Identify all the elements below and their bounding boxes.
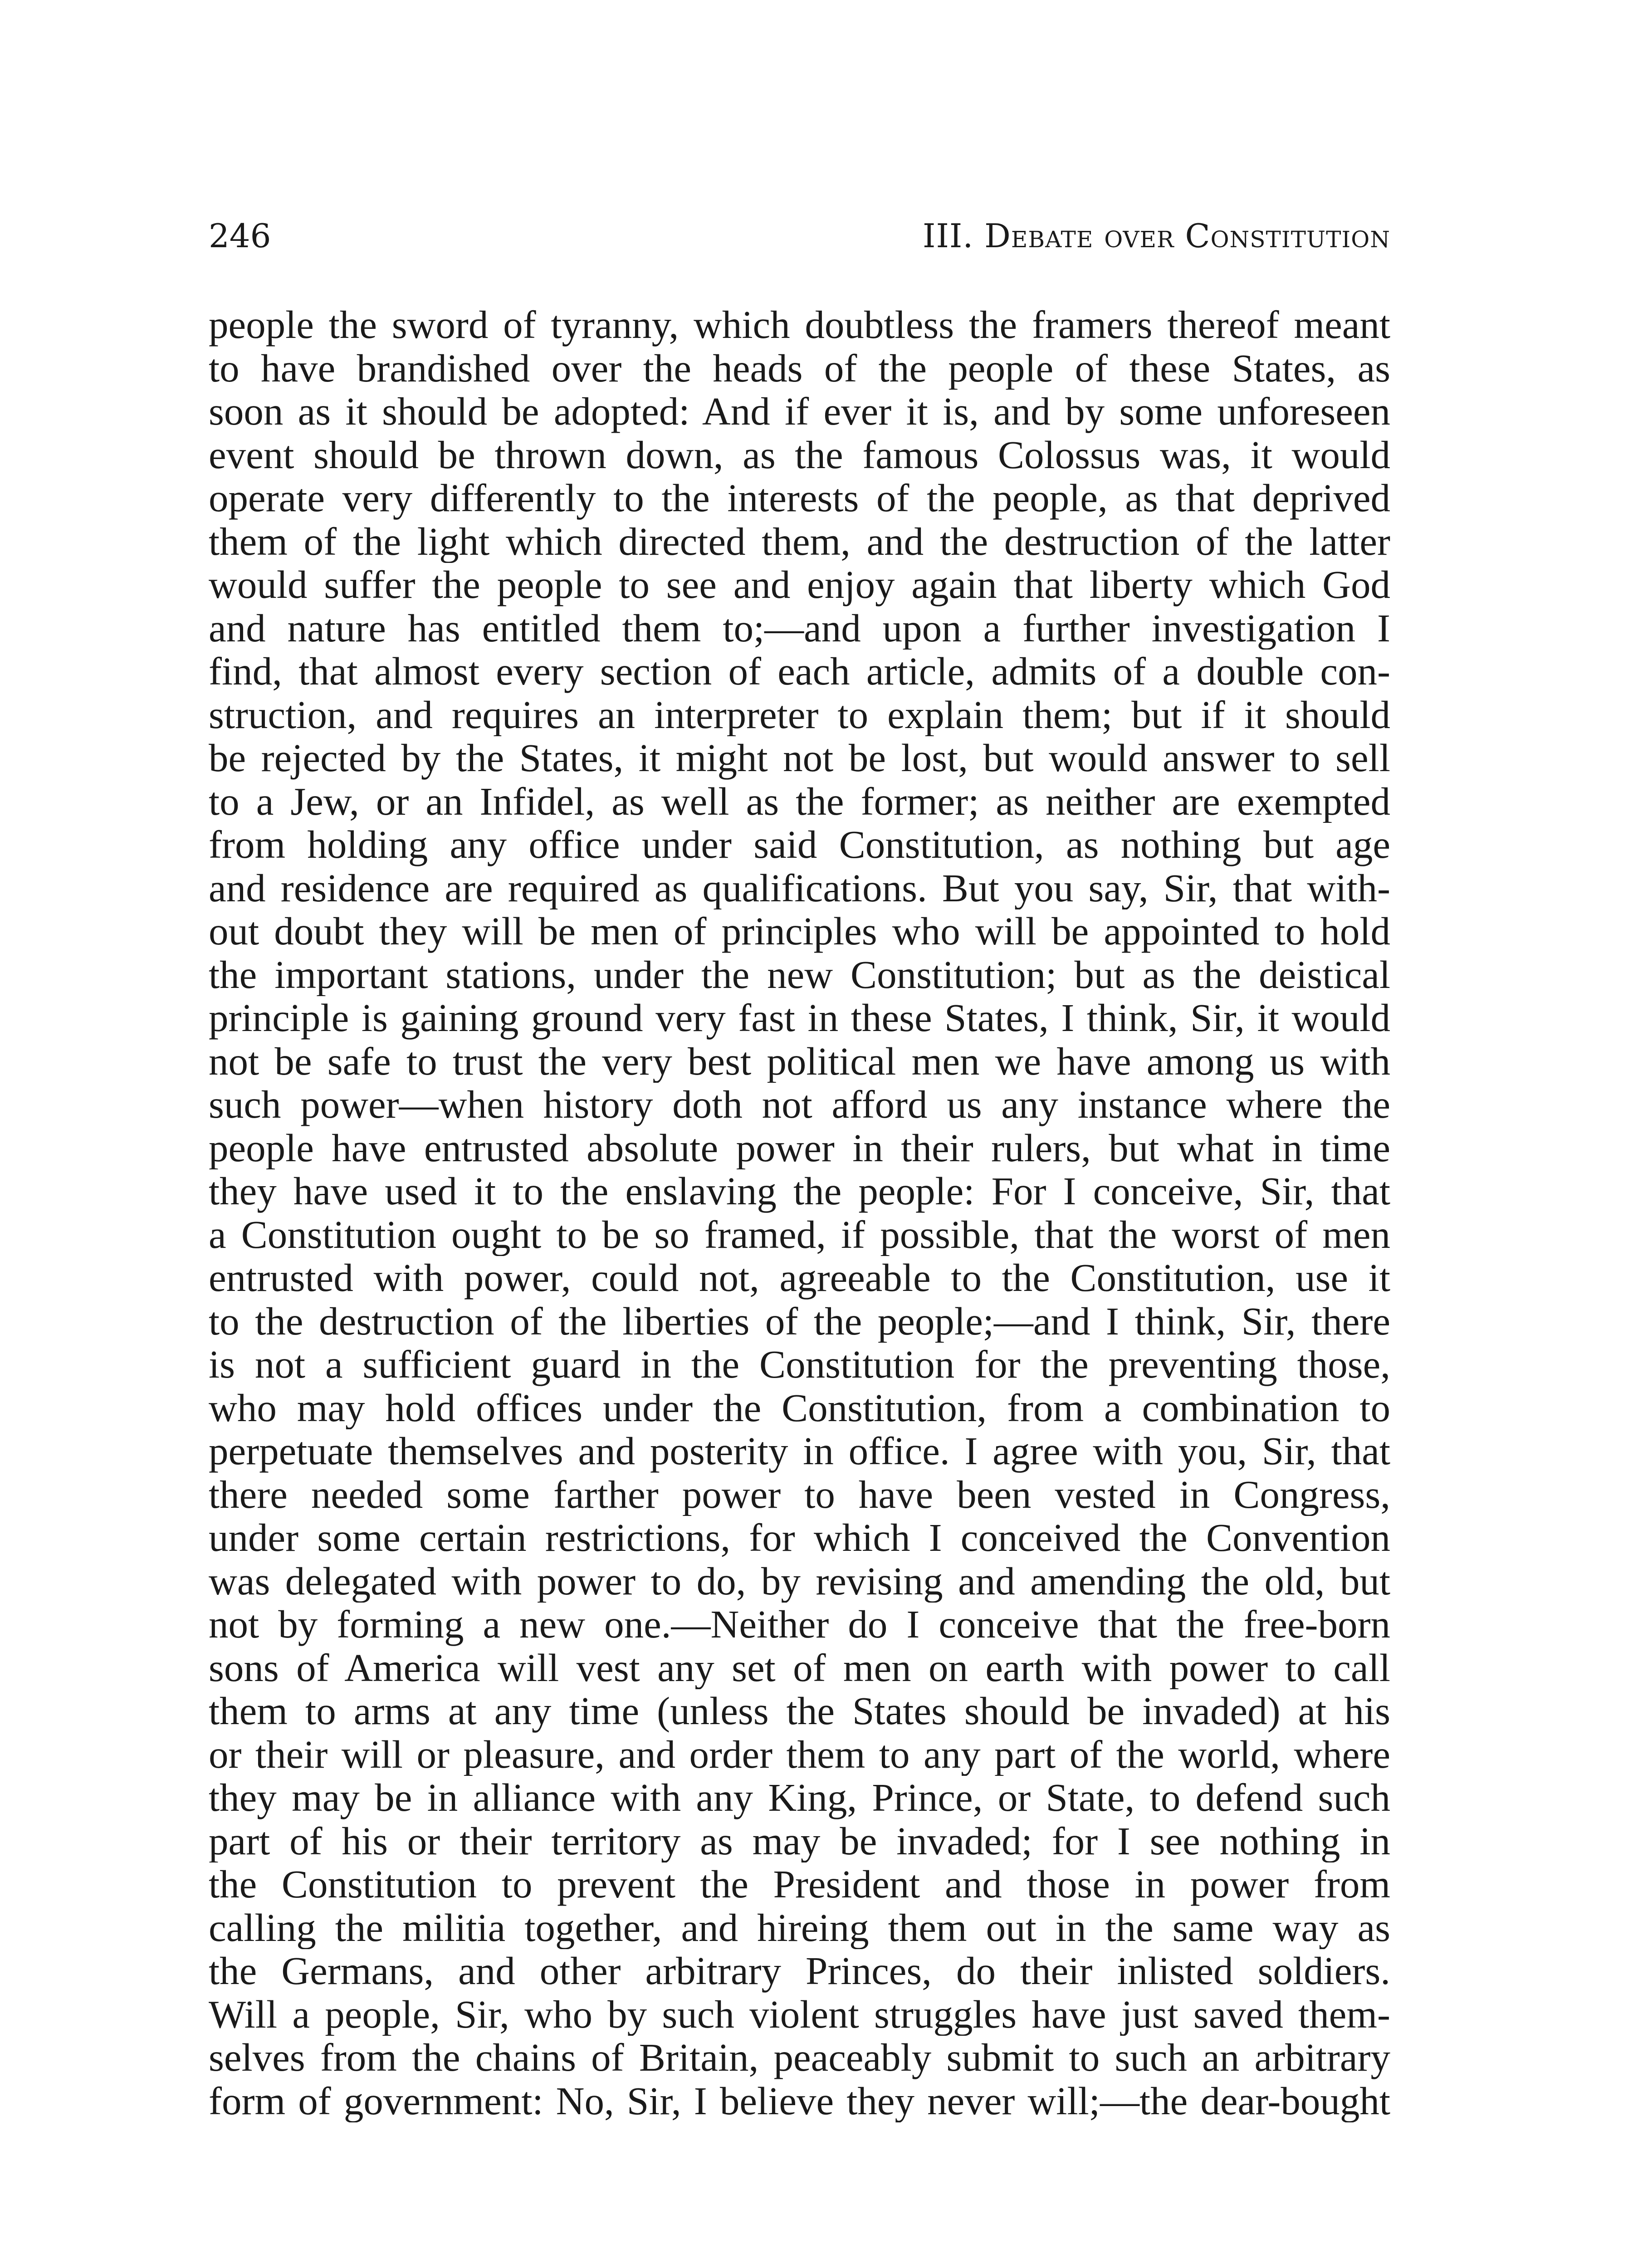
text-line: Will a people, Sir, who by such violent struggles have just saved them- (209, 1992, 1390, 2036)
page-number: 246 (209, 217, 271, 255)
text-line: to the destruction of the liberties of the people;—and I think, Sir, there (209, 1299, 1390, 1343)
text-line: and residence are required as qualifications. But you say, Sir, that with- (209, 866, 1390, 909)
text-line: part of his or their territory as may be invaded; for I see nothing in (209, 1819, 1390, 1862)
text-line: them of the light which directed them, and the destruction of the latter (209, 519, 1390, 563)
text-line: struction, and requires an interpreter to explain them; but if it should (209, 693, 1390, 736)
text-line: people the sword of tyranny, which doubtless the framers thereof meant (209, 303, 1390, 347)
text-line: not be safe to trust the very best political men we have among us with (209, 1039, 1390, 1083)
text-line: such power—when history doth not afford us any instance where the (209, 1083, 1390, 1126)
text-line: selves from the chains of Britain, peaceably submit to such an arbitrary (209, 2036, 1390, 2079)
text-line: soon as it should be adopted: And if ever it is, and by some unforeseen (209, 390, 1390, 433)
text-line: not by forming a new one.—Neither do I conceive that the free-born (209, 1603, 1390, 1646)
text-line: there needed some farther power to have been vested in Congress, (209, 1472, 1390, 1516)
text-line: the important stations, under the new Constitution; but as the deistical (209, 953, 1390, 996)
text-line: a Constitution ought to be so framed, if possible, that the worst of men (209, 1212, 1390, 1256)
text-line: calling the militia together, and hireing them out in the same way as (209, 1906, 1390, 1949)
text-line: was delegated with power to do, by revising and amending the old, but (209, 1559, 1390, 1603)
text-line: would suffer the people to see and enjoy again that liberty which God (209, 563, 1390, 606)
text-line: the Germans, and other arbitrary Princes, do their inlisted soldiers. (209, 1949, 1390, 1993)
text-line: find, that almost every section of each article, admits of a double con- (209, 650, 1390, 693)
text-line: they have used it to the enslaving the people: For I conceive, Sir, that (209, 1169, 1390, 1213)
text-line: under some certain restrictions, for which I conceived the Convention (209, 1516, 1390, 1559)
body-text (209, 303, 1390, 2122)
text-line: principle is gaining ground very fast in these States, I think, Sir, it would (209, 996, 1390, 1040)
text-line: the Constitution to prevent the President and those in power from (209, 1862, 1390, 1906)
text-line: who may hold offices under the Constitution, from a combination to (209, 1386, 1390, 1429)
text-line: event should be thrown down, as the famous Colossus was, it would (209, 433, 1390, 476)
text-line: them to arms at any time (unless the States should be invaded) at his (209, 1689, 1390, 1733)
text-line: out doubt they will be men of principles who will be appointed to hold (209, 909, 1390, 953)
text-line: is not a sufficient guard in the Constitution for the preventing those, (209, 1343, 1390, 1386)
text-line: form of government: No, Sir, I believe they never will;—the dear-bought (209, 2079, 1390, 2122)
text-line: perpetuate themselves and posterity in office. I agree with you, Sir, that (209, 1429, 1390, 1473)
text-line: be rejected by the States, it might not be lost, but would answer to sell (209, 736, 1390, 780)
text-line: or their will or pleasure, and order them to any part of the world, where (209, 1732, 1390, 1776)
text-line: and nature has entitled them to;—and upon a further investigation I (209, 606, 1390, 650)
text-line: operate very differently to the interests of the people, as that deprived (209, 476, 1390, 520)
text-line: to a Jew, or an Infidel, as well as the former; as neither are exempted (209, 779, 1390, 823)
text-line: people have entrusted absolute power in their rulers, but what in time (209, 1126, 1390, 1169)
text-line: they may be in alliance with any King, Prince, or State, to defend such (209, 1776, 1390, 1819)
text-line: entrusted with power, could not, agreeable to the Constitution, use it (209, 1256, 1390, 1300)
text-line: to have brandished over the heads of the people of these States, as (209, 346, 1390, 390)
section-title: III. Debate over Constitution (923, 217, 1390, 255)
running-head (209, 217, 1390, 271)
text-line: sons of America will vest any set of men on earth with power to call (209, 1646, 1390, 1689)
text-line: from holding any office under said Constitution, as nothing but age (209, 823, 1390, 866)
